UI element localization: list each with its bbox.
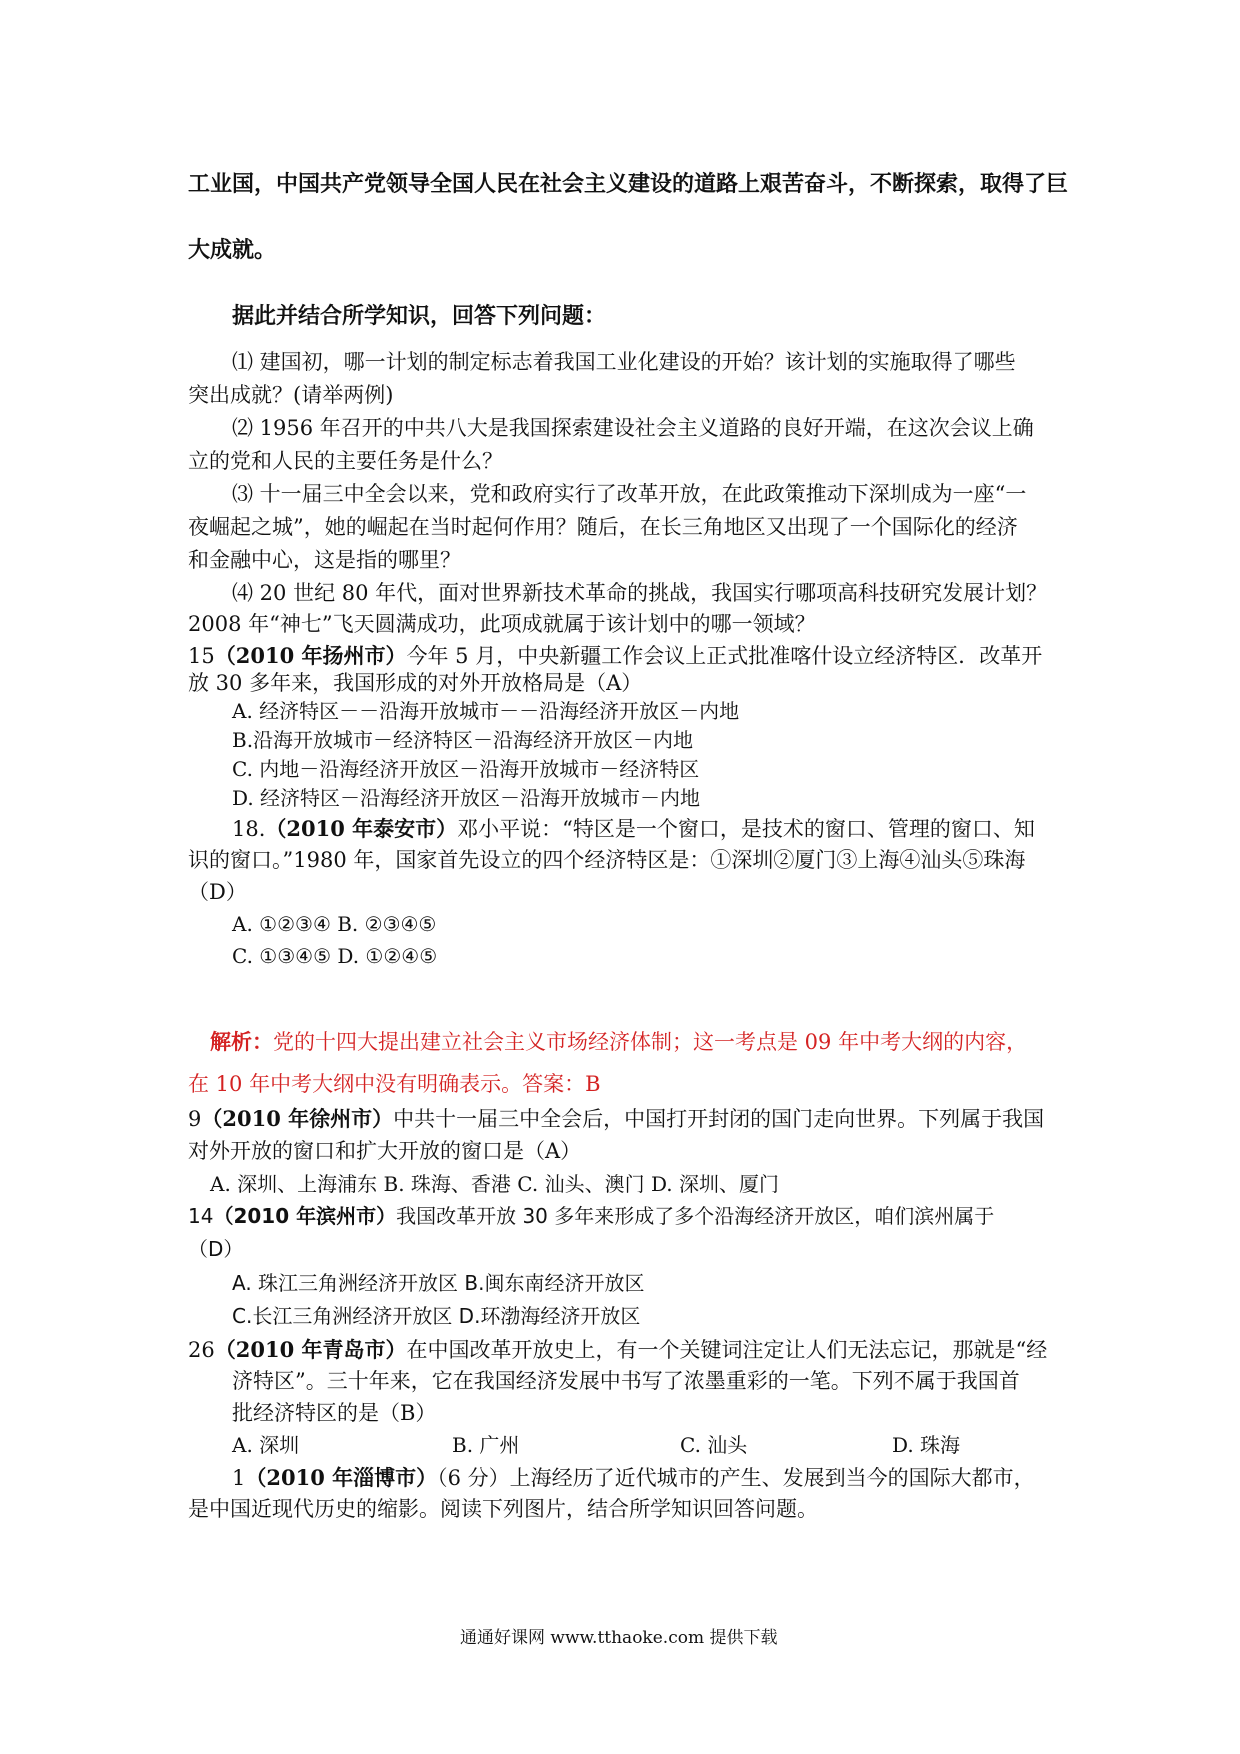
question-3-line-1: ⑶ 十一届三中全会以来，党和政府实行了改革开放，在此政策推动下深圳成为一座“一 [232,482,1027,506]
q14-options-line-1: A. 珠江三角洲经济开放区 B.闽东南经济开放区 [232,1271,645,1295]
q15-stem-text: 今年 5 月，中央新疆工作会议上正式批准喀什设立经济特区．改革开 [406,644,1043,668]
intro-line-1: 工业国，中国共产党领导全国人民在社会主义建设的道路上艰苦奋斗，不断探索，取得了巨 [188,172,1069,197]
q18-stem-line-2: 识的窗口。”1980 年，国家首先设立的四个经济特区是：①深圳②厦门③上海④汕头⑤珠海 [188,848,1026,872]
q14-stem-text: 我国改革开放 30 多年来形成了多个沿海经济开放区，咱们滨州属于 [396,1204,995,1228]
q15-option-c: C. 内地－沿海经济开放区－沿海开放城市－经济特区 [232,757,700,781]
q14-number: 14 [188,1204,214,1228]
q18-stem-line-3: （D） [188,880,247,904]
intro-line-2: 大成就。 [188,238,277,263]
question-1-line-2: 突出成就？(请举两例) [188,383,394,407]
question-2-line-1: ⑵ 1956 年召开的中共八大是我国探索建设社会主义道路的良好开端，在这次会议上确 [232,416,1034,440]
q1-zibo-number: 1 [232,1466,246,1490]
q1-zibo-stem-text: （6 分）上海经历了近代城市的产生、发展到当今的国际大都市， [437,1466,1035,1490]
q9-source: （2010 年徐州市） [201,1106,394,1131]
q26-number: 26 [188,1338,215,1362]
q15-stem-line-2: 放 30 多年来，我国形成的对外开放格局是（A） [188,671,643,695]
q18-stem-line-1 [232,816,1035,842]
q26-stem-line-2: 济特区”。三十年来，它在我国经济发展中书写了浓墨重彩的一笔。下列不属于我国首 [232,1369,1020,1393]
q14-source: （2010 年滨州市） [213,1204,397,1228]
q18-number: 18. [232,817,266,841]
q9-number: 9 [188,1107,202,1131]
page-footer: 通通好课网 www.tthaoke.com 提供下载 [460,1628,778,1648]
question-4-line-2: 2008 年“神七”飞天圆满成功，此项成就属于该计划中的哪一领域？ [188,612,816,636]
q14-stem-line-1 [188,1204,994,1228]
q26-stem-text: 在中国改革开放史上，有一个关键词注定让人们无法忘记，那就是“经 [406,1338,1048,1362]
q26-option-c: C. 汕头 [680,1433,748,1457]
q18-source: （2010 年泰安市） [265,816,458,841]
analysis-label: 解析： [210,1030,273,1054]
q1-zibo-source: （2010 年淄博市） [245,1465,438,1490]
question-1-line-1: ⑴ 建国初，哪一计划的制定标志着我国工业化建设的开始？该计划的实施取得了哪些 [232,350,1016,374]
q9-stem-line-2: 对外开放的窗口和扩大开放的窗口是（A） [188,1139,582,1163]
q26-option-d: D. 珠海 [892,1433,961,1457]
q9-stem-text: 中共十一届三中全会后，中国打开封闭的国门走向世界。下列属于我国 [393,1107,1045,1131]
question-4-line-1: ⑷ 20 世纪 80 年代，面对世界新技术革命的挑战，我国实行哪项高科技研究发展计划？ [232,581,1048,605]
question-3-line-3: 和金融中心，这是指的哪里？ [188,548,461,572]
q1-zibo-stem-line-1 [232,1465,1035,1491]
q18-stem-text: 邓小平说：“特区是一个窗口，是技术的窗口、管理的窗口、知 [457,817,1035,841]
q9-options: A. 深圳、上海浦东 B. 珠海、香港 C. 汕头、澳门 D. 深圳、厦门 [210,1172,779,1196]
q14-options-line-2: C.长江三角洲经济开放区 D.环渤海经济开放区 [232,1304,641,1328]
q18-options-line-2: C. ①③④⑤ D. ①②④⑤ [232,944,438,968]
q1-zibo-stem-line-2: 是中国近现代历史的缩影。阅读下列图片，结合所学知识回答问题。 [188,1497,818,1521]
analysis-line-1 [210,1030,1027,1055]
analysis-text: 党的十四大提出建立社会主义市场经济体制；这一考点是 09 年中考大纲的内容， [273,1030,1028,1054]
q9-stem-line-1 [188,1106,1044,1132]
q26-source: （2010 年青岛市） [214,1337,407,1362]
q26-stem-line-3: 批经济特区的是（B） [232,1401,437,1425]
q15-number: 15 [188,644,215,668]
intro-prompt: 据此并结合所学知识，回答下列问题： [232,304,607,329]
q15-option-d: D. 经济特区－沿海经济开放区－沿海开放城市－内地 [232,786,701,810]
analysis-line-2: 在 10 年中考大纲中没有明确表示。答案：B [188,1072,601,1096]
q18-options-line-1: A. ①②③④ B. ②③④⑤ [232,912,437,936]
q26-stem-line-1 [188,1337,1047,1363]
q15-source: （2010 年扬州市） [214,643,407,668]
q26-option-b: B. 广州 [452,1433,520,1457]
question-2-line-2: 立的党和人民的主要任务是什么？ [188,449,503,473]
q15-option-b: B.沿海开放城市－经济特区－沿海经济开放区－内地 [232,728,694,752]
q15-stem-line-1 [188,643,1042,669]
q14-stem-line-2: （D） [188,1237,244,1261]
question-3-line-2: 夜崛起之城”，她的崛起在当时起何作用？随后，在长三角地区又出现了一个国际化的经济 [188,515,1018,539]
q15-option-a: A. 经济特区－－沿海开放城市－－沿海经济开放区－内地 [232,699,740,723]
q26-option-a: A. 深圳 [232,1433,300,1457]
